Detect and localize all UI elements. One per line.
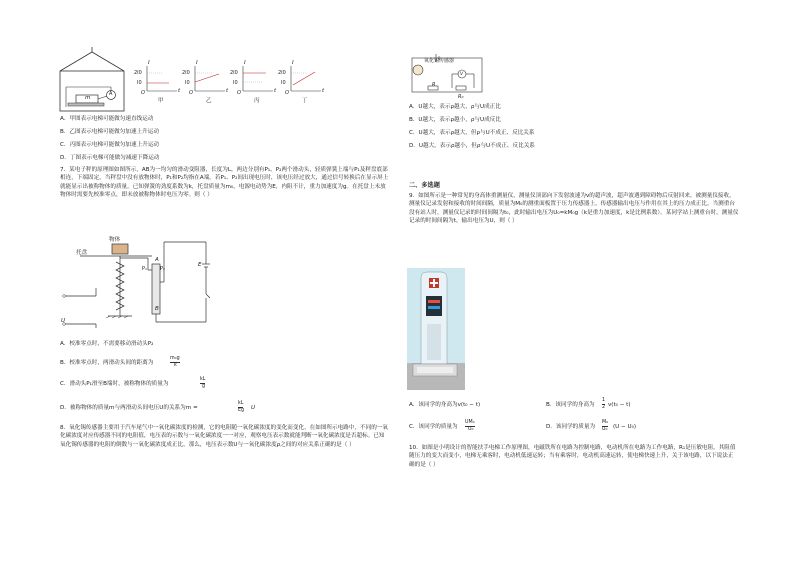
q7-option-d-post: U: [251, 405, 256, 411]
q9-option-d-text: D．该同学的质量为: [546, 424, 596, 430]
graph2-i0: I0: [185, 80, 190, 86]
q9-option-c-den: U₀: [468, 427, 474, 432]
q9-option-b-text: B．该同学的身高为: [546, 402, 595, 408]
mass-label: m: [85, 95, 91, 101]
q9-option-b-den: 2: [602, 405, 606, 410]
graph3-2i0: 2I0: [230, 70, 238, 76]
q9-option-c-num: UM₀: [465, 420, 475, 425]
graph2-axis-t: t: [226, 88, 229, 94]
co-r-label: R: [432, 82, 436, 88]
q7-option-d-text: D．被称物体的质量m与两滑动头间电压U的关系为m =: [60, 405, 198, 411]
q7-option-b-num: m₀g: [170, 356, 180, 361]
height-weight-scale-image: [407, 268, 465, 390]
q7-option-c-num: kL: [200, 377, 206, 382]
q7-option-b-text: B．校准零点时，两滑动头间的距离为: [60, 360, 154, 366]
q8-option-d: D．U越大，表示ρ越小，但ρ与U不成正、反比关系: [409, 143, 535, 149]
co-voltmeter-label: V: [460, 72, 464, 77]
q7-option-c-den: g: [202, 384, 206, 389]
q7-stem: 7．某电子秤的原理图如图所示，AB为一均匀的滑动变阻器，长度为L，两边分别有P₁、P₂两个滑动头，轻质弹簧上端与P₁及秤盘底部相连，下端固定，当秤盘中没有放物体时，P₁和P₂均指在A端。若P₁、P₂间出现电压时，该电压经过放大，通过信号转换后在显示屏上就能显示出被称物体的质量。已知弹簧的劲度系数为k，托盘质量为m₀，电源电动势为E，内阻不计，重力加速度为g。在托盘上未放物体时需要先校准零点，即未放被称物体时电压为零。则（ ）: [60, 167, 389, 199]
graph-caption-1: 甲: [158, 98, 164, 104]
graph-caption-3: 丙: [254, 98, 260, 104]
co-sensor-circuit-figure: [408, 48, 488, 96]
scale-object-label: 物体: [109, 237, 121, 243]
elevator-circuit-figure: [54, 47, 134, 112]
graph1-axis-i: I: [148, 60, 150, 66]
scale-u-label: U: [61, 318, 66, 324]
graph2-2i0: 2I0: [182, 70, 190, 76]
q9-option-d-den: U₀: [602, 427, 608, 432]
scale-p1-label: P₁: [142, 266, 148, 272]
ammeter-label: A: [109, 91, 113, 97]
graph4-axis-i: I: [292, 60, 294, 66]
graph4-origin: O: [285, 90, 289, 96]
graph3-axis-t: t: [274, 88, 277, 94]
q9-option-d-num: M₀: [602, 420, 609, 425]
q8-option-a: A．U越大，表示ρ越大，ρ与U成正比: [409, 104, 501, 110]
graph4-2i0: 2I0: [278, 70, 286, 76]
scale-p2-label: P₂: [160, 266, 166, 272]
graph2-axis-i: I: [196, 60, 198, 66]
section-title-multiple-choice: 二、多选题: [409, 182, 440, 189]
graph1-2i0: 2I0: [134, 70, 142, 76]
graph1-axis-t: t: [178, 88, 181, 94]
graph1-origin: O: [141, 90, 145, 96]
graph3-origin: O: [237, 90, 241, 96]
q6-option-b: B．乙图表示电梯可能做匀加速上升运动: [60, 129, 159, 135]
q9-stem: 9．如图所示是一种常见的身高体重测量仪，测量仪顶部向下发射波速为v的超声波，超声波遇到障碍物后反射回来，被测量仪接收，测量仪记录发射和接收的时间间隔，质量为M₀的测重面板置于压力传感器上，传感器输出电压与作用在其上的压力成正比。当测重台没有站人时，测量仪记录的时间间隔为t₀，此时输出电压为U₀=kM₀g（k是重力加速度，k是比例系数）。某同学站上测重台时，测量仪记录的时间间隔为t，输出电压为U，则（ ）: [409, 193, 739, 225]
q6-option-a: A．甲图表示电梯可能做匀速直线运动: [60, 116, 154, 122]
q7-option-b-den: k: [174, 363, 177, 368]
graph3-i0: I0: [233, 80, 238, 86]
q8-option-b: B．U越大，表示ρ越小，ρ与U成反比: [409, 117, 501, 123]
q7-option-d-num: kL: [238, 401, 244, 406]
graph2-origin: O: [189, 90, 193, 96]
graph4-i0: I0: [281, 80, 286, 86]
q9-option-d-post: (U − U₀): [613, 424, 637, 430]
q10-stem: 10．如图是小明设计的智能扶手电梯工作原理图，电磁铁所在电路为控制电路，电动机所在电路为工作电路，R₁是压敏电阻，其阻值随压力的变大而变小，电梯无乘客时，电动机低速运转；当有乘客时，电动机高速运转，使电梯快速上升，关于该电路，以下说法正确的是（ ）: [409, 445, 736, 468]
scale-tray-label: 托盘: [76, 250, 88, 256]
graph-caption-4: 丁: [302, 98, 308, 104]
graph3-axis-i: I: [244, 60, 246, 66]
co-sensor-label: 氧化锡传感器: [424, 58, 455, 64]
q9-option-b-post: v(t₀ − t): [608, 402, 631, 408]
q6-option-c: C．丙图表示电梯可能做匀加速上升运动: [60, 142, 160, 148]
graph4-axis-t: t: [322, 88, 325, 94]
q8-stem: 8．氧化锡传感器主要用于汽车尾气中一氧化碳浓度的检测，它的电阻随一氧化碳浓度的变化而变化，在如图所示电路中，不同的一氧化碳浓度对应传感器不同的电阻值，电压表的示数与一氧化碳浓度一一对应，观察电压表示数就能判断一氧化碳浓度是否超标。已知氧化锡传感器的电阻的倒数与一氧化碳浓度成正比，那么，电压表示数U与一氧化碳浓度ρ之间的对应关系正确的是（ ）: [60, 425, 388, 448]
q7-option-d-den: Eg: [238, 408, 245, 413]
q7-option-a: A．校准零点时，不需要移动滑动头P₂: [60, 341, 154, 347]
scale-a-label: A: [155, 257, 159, 263]
q6-option-d: D．丁图表示电梯可能做匀减速下降运动: [60, 155, 160, 161]
graph-caption-2: 乙: [206, 98, 212, 104]
scale-e-label: E: [198, 262, 202, 268]
q7-option-c-text: C．滑动头P₁滑至B端时，被称物体的质量为: [60, 381, 169, 387]
co-r0-label: R₀: [458, 94, 464, 100]
q9-option-b-num: 1: [602, 398, 606, 403]
q9-option-a: A．该同学的身高为v(t₀ − t): [409, 402, 481, 408]
scale-b-label: B: [155, 306, 159, 312]
q8-option-c: C．U越大，表示ρ越大，但ρ与U不成正、反比关系: [409, 130, 535, 136]
graph1-i0: I0: [137, 80, 142, 86]
q9-option-c-text: C．该同学的质量为: [409, 424, 458, 430]
